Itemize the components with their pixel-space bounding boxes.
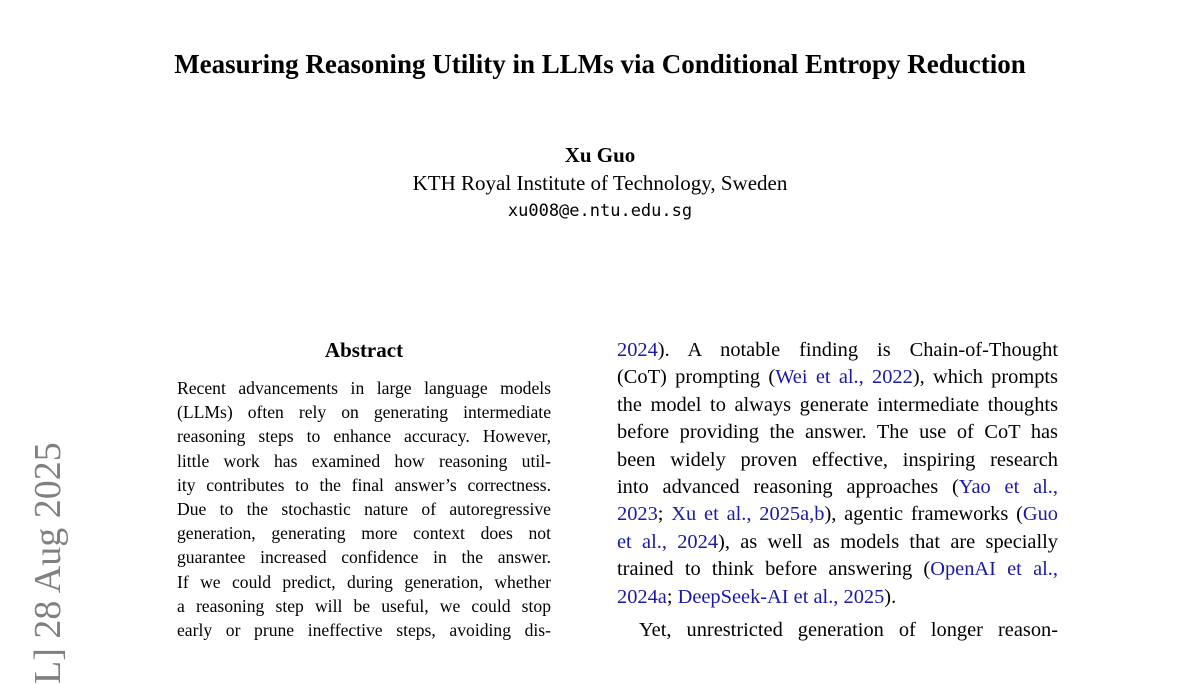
author-affiliation: KTH Royal Institute of Technology, Sweden <box>412 171 788 195</box>
abstract-heading: Abstract <box>324 338 404 362</box>
citation-link[interactable]: 2023 <box>617 503 658 526</box>
intro-line: the model to always generate intermediate thoughts <box>617 393 1058 416</box>
intro-line: Yet, unrestricted generation of longer reason- <box>639 619 1058 642</box>
intro-text: ), which prompts <box>912 366 1058 389</box>
arxiv-stamp: L] 28 Aug 2025 <box>27 442 69 684</box>
paper-title: Measuring Reasoning Utility in LLMs via Conditional Entropy Reduction <box>174 49 1026 79</box>
intro-line <box>617 474 1058 501</box>
intro-line <box>617 337 1058 364</box>
abstract-line: reasoning steps to enhance accuracy. However, <box>177 426 551 447</box>
citation-link[interactable]: Guo <box>1022 503 1059 526</box>
abstract-line: guarantee increased confidence in the answer. <box>177 547 551 568</box>
abstract-line: generation, generating more context does not <box>177 523 551 544</box>
citation-link[interactable]: b <box>814 503 825 526</box>
intro-text: ; <box>657 503 672 526</box>
abstract-line: Recent advancements in large language models <box>177 378 551 398</box>
introduction-text <box>617 337 1058 644</box>
abstract-line: little work has examined how reasoning util- <box>177 450 551 471</box>
intro-text: ), agentic frameworks ( <box>824 503 1023 526</box>
intro-line <box>617 556 1058 583</box>
intro-line <box>617 501 1058 528</box>
abstract-body <box>177 376 551 642</box>
intro-text: ), as well as models that are specially <box>718 530 1058 553</box>
citation-link[interactable]: Xu et al., 2025a <box>671 503 810 526</box>
citation-link[interactable]: et al., 2024 <box>617 530 719 553</box>
author-block <box>0 141 1200 225</box>
citation-link[interactable]: Yao et al., <box>958 476 1058 499</box>
intro-line <box>617 529 1058 556</box>
citation-link[interactable]: 2024a <box>617 585 667 608</box>
citation-link[interactable]: DeepSeek-AI et al., 2025 <box>677 585 885 608</box>
citation-link[interactable]: OpenAI et al., <box>930 558 1058 581</box>
abstract-line: (LLMs) often rely on generating intermediate <box>177 402 551 423</box>
citation-link[interactable]: Wei et al., 2022 <box>775 366 913 389</box>
citation-separator: , <box>809 503 815 526</box>
intro-text: ). A notable finding is Chain-of-Thought <box>657 339 1058 361</box>
abstract-line: early or prune ineffective steps, avoiding dis- <box>177 620 551 641</box>
intro-line <box>617 584 1058 611</box>
citation-link[interactable]: 2024 <box>617 339 658 361</box>
intro-line: been widely proven effective, inspiring research <box>617 448 1058 471</box>
intro-text: trained to think before answering ( <box>617 558 931 581</box>
intro-text: into advanced reasoning approaches ( <box>617 476 959 499</box>
abstract-line: a reasoning step will be useful, we could stop <box>177 595 551 616</box>
abstract-line: Due to the stochastic nature of autoregressive <box>177 499 551 520</box>
intro-text: (CoT) prompting ( <box>617 366 776 389</box>
intro-text: ; <box>666 585 678 608</box>
abstract-line: ity contributes to the final answer’s correctness. <box>177 474 551 495</box>
intro-text: ). <box>884 585 897 608</box>
intro-line <box>617 364 1058 391</box>
intro-line: before providing the answer. The use of CoT has <box>617 421 1058 444</box>
abstract-line: If we could predict, during generation, whether <box>177 571 551 592</box>
author-email[interactable]: xu008@e.ntu.edu.sg <box>507 201 693 221</box>
author-name: Xu Guo <box>564 143 636 167</box>
